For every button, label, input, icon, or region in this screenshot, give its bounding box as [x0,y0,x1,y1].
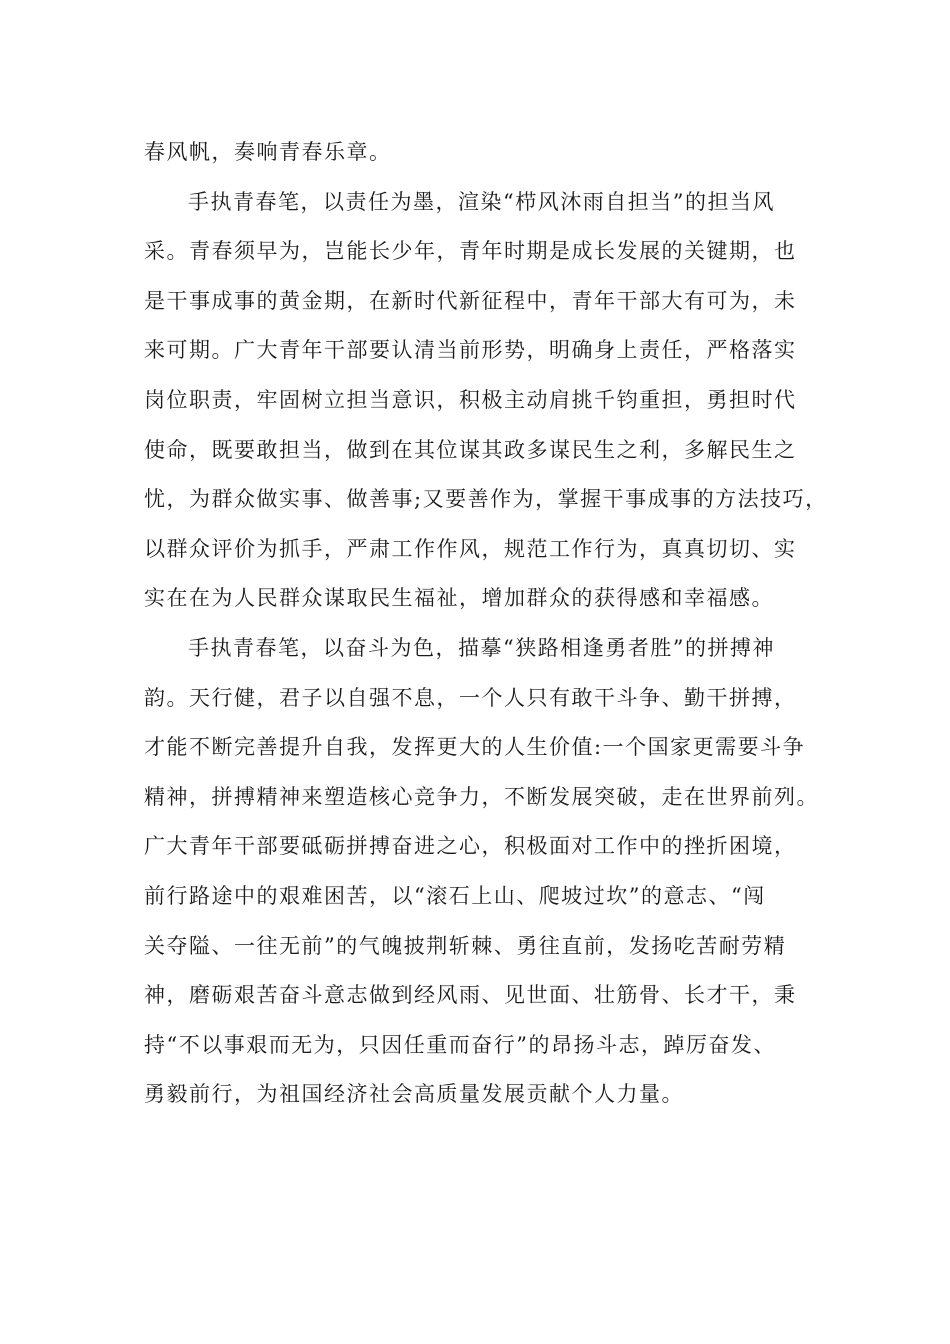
text-line: 才能不断完善提升自我，发挥更大的人生价值:一个国家更需要斗争 [144,735,806,760]
text-line: 实在在为人民群众谋取民生福祉，增加群众的获得感和幸福感。 [144,586,774,611]
paragraph-first-line: 手执青春笔，以责任为墨，渲染“栉风沐雨自担当”的担当风 [188,189,775,214]
text-line: 精神，拼搏精神来塑造核心竞争力，不断发展突破，走在世界前列。 [144,784,819,809]
text-line: 韵。天行健，君子以自强不息，一个人只有敢干斗争、勤干拼搏， [144,685,797,710]
text-line: 神，磨砺艰苦奋斗意志做到经风雨、见世面、壮筋骨、长才干，秉 [144,983,797,1008]
document-body [144,128,828,1120]
text-line: 关夺隘、一往无前”的气魄披荆斩棘、勇往直前，发扬吃苦耐劳精 [144,933,787,958]
text-line: 前行路途中的艰难困苦，以“滚石上山、爬坡过坎”的意志、“闯 [144,883,766,908]
text-line: 采。青春须早为，岂能长少年，青年时期是成长发展的关键期，也 [144,239,797,264]
paragraph-first-line: 手执青春笔，以奋斗为色，描摹“狭路相逢勇者胜”的拼搏神 [188,635,775,660]
text-line: 忧，为群众做实事、做善事;又要善作为，掌握干事成事的方法技巧， [144,487,828,512]
text-line: 以群众评价为抓手，严肃工作作风，规范工作行为，真真切切、实 [144,536,797,561]
text-line: 是干事成事的黄金期，在新时代新征程中，青年干部大有可为，未 [144,288,797,313]
text-line: 广大青年干部要砥砺拼搏奋进之心，积极面对工作中的挫折困境， [144,834,797,859]
text-line: 使命，既要敢担当，做到在其位谋其政多谋民生之利，多解民生之 [144,437,797,462]
text-line: 岗位职责，牢固树立担当意识，积极主动肩挑千钧重担，勇担时代 [144,387,797,412]
text-line: 春风帆，奏响青春乐章。 [144,140,392,164]
text-line: 勇毅前行，为祖国经济社会高质量发展贡献个人力量。 [144,1082,684,1107]
text-line: 来可期。广大青年干部要认清当前形势，明确身上责任，严格落实 [144,338,797,363]
text-line: 持“不以事艰而无为，只因任重而奋行”的昂扬斗志，踔厉奋发、 [144,1032,776,1057]
